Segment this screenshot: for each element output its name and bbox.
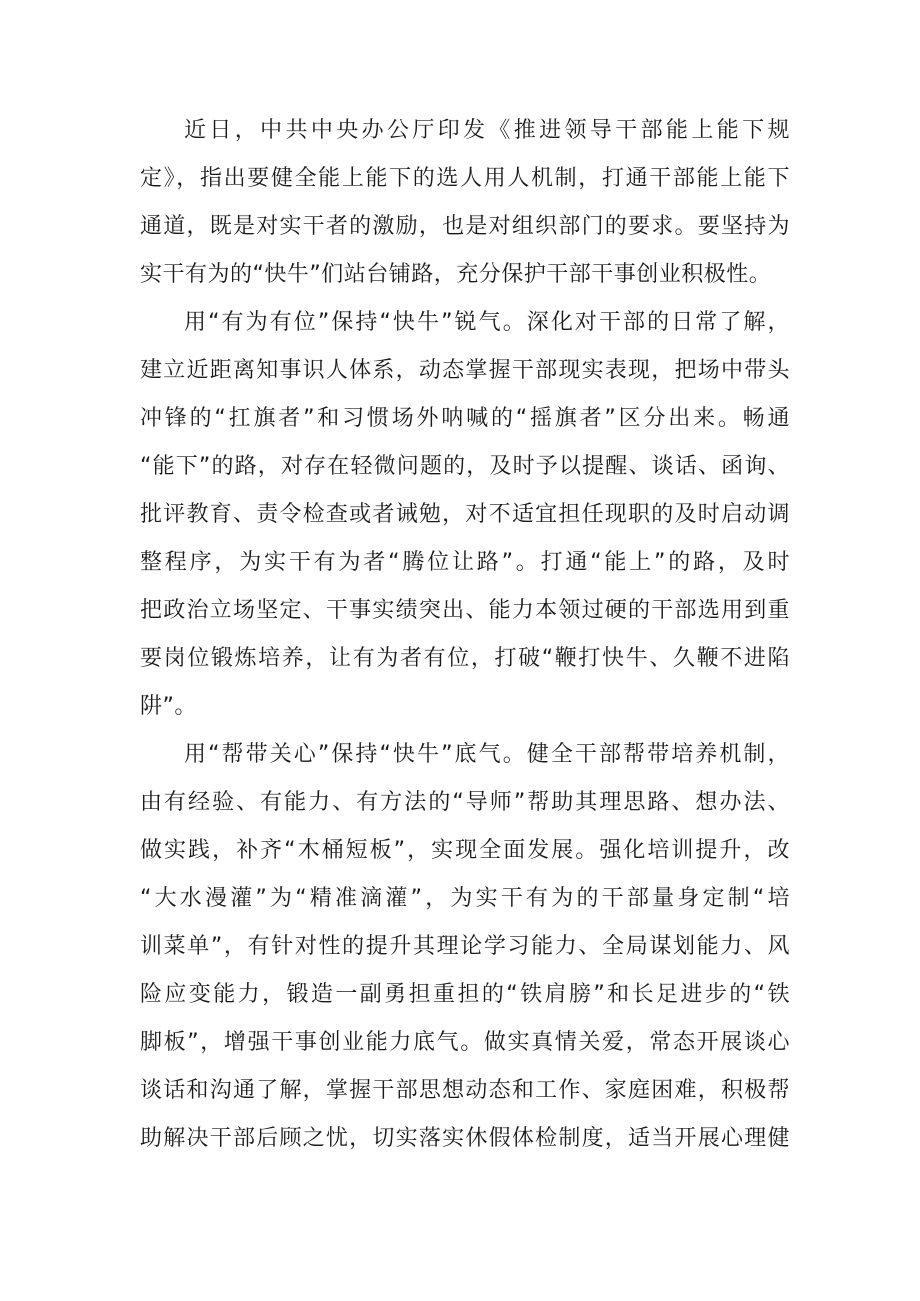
text-line: 险应变能力，锻造一副勇担重担的“铁肩膀”和长足进步的“铁 (140, 982, 790, 1007)
text-line: 助解决干部后顾之忧，切实落实休假体检制度，适当开展心理健 (140, 1126, 790, 1151)
text-line: 通道，既是对实干者的激励，也是对组织部门的要求。要坚持为 (140, 214, 790, 239)
text-line: 批评教育、责令检查或者诫勉，对不适宜担任现职的及时启动调 (140, 502, 790, 527)
text-line: 用“有为有位”保持“快牛”锐气。深化对干部的日常了解， (184, 310, 790, 335)
text-line: 定》，指出要健全能上能下的选人用人机制，打通干部能上能下 (140, 166, 790, 191)
paragraph-intro (140, 107, 790, 299)
text-line: 实干有为的“快牛”们站台铺路，充分保护干部干事创业积极性。 (140, 262, 772, 287)
text-line: 冲锋的“扛旗者”和习惯场外呐喊的“摇旗者”区分出来。畅通 (140, 406, 790, 431)
text-line: 训菜单”，有针对性的提升其理论学习能力、全局谋划能力、风 (140, 934, 790, 959)
text-line: 近日，中共中央办公厅印发《推进领导干部能上能下规 (184, 118, 790, 143)
text-line: 整程序，为实干有为者“腾位让路”。打通“能上”的路，及时 (140, 550, 790, 575)
text-line: 谈话和沟通了解，掌握干部思想动态和工作、家庭困难，积极帮 (140, 1078, 790, 1103)
text-line: 要岗位锻炼培养，让有为者有位，打破“鞭打快牛、久鞭不进陷 (140, 646, 790, 671)
text-line: 做实践，补齐“木桶短板”，实现全面发展。强化培训提升，改 (140, 838, 790, 863)
document-body (140, 107, 790, 1163)
paragraph-youwei-youwei (140, 299, 790, 731)
text-line: 把政治立场坚定、干事实绩突出、能力本领过硬的干部选用到重 (140, 598, 790, 623)
text-line: 阱”。 (140, 694, 197, 719)
text-line: 由有经验、有能力、有方法的“导师”帮助其理思路、想办法、 (140, 790, 791, 815)
text-line: “能下”的路，对存在轻微问题的，及时予以提醒、谈话、函询、 (140, 454, 790, 479)
text-line: 用“帮带关心”保持“快牛”底气。健全干部帮带培养机制， (184, 742, 790, 767)
text-line: 脚板”，增强干事创业能力底气。做实真情关爱，常态开展谈心 (140, 1030, 790, 1055)
paragraph-bangdai-guanxin (140, 731, 790, 1163)
text-line: “大水漫灌”为“精准滴灌”，为实干有为的干部量身定制“培 (140, 886, 790, 911)
text-line: 建立近距离知事识人体系，动态掌握干部现实表现，把场中带头 (140, 358, 790, 383)
